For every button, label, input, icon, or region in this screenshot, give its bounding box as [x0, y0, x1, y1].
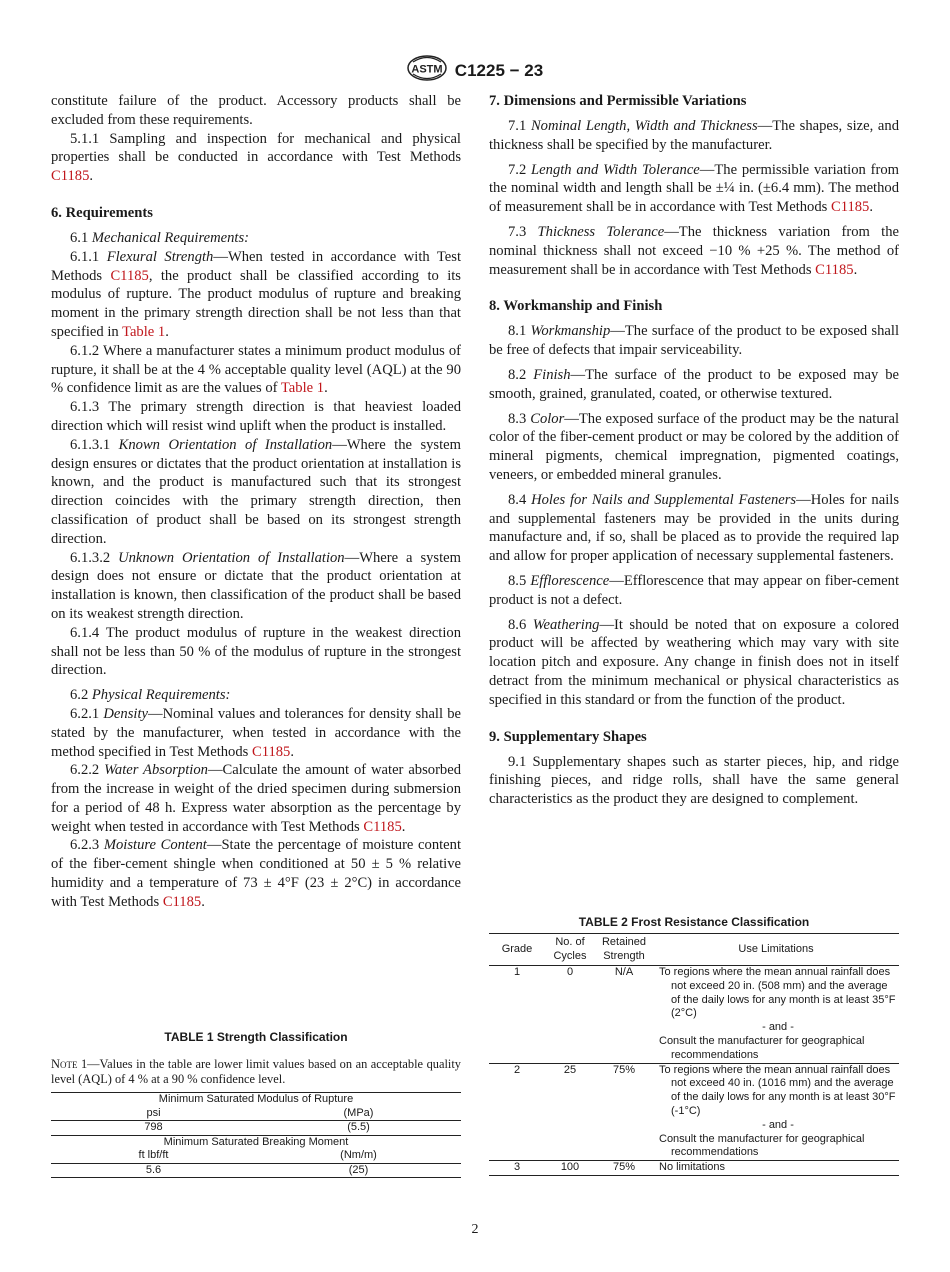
table-cell: No limitations — [653, 1161, 899, 1176]
paragraph-6-2-2: 6.2.2 Water Absorption—Calculate the amount of water absorbed from the increase in weight of the dried specimen during submersion for a period of 48 h. Express water absorption as the percentage by weight when tested in accordance with Test Methods C1185. — [51, 762, 461, 835]
paragraph-6-1-2: 6.1.2 Where a manufacturer states a minimum product modulus of rupture, it shall be at the 4 % acceptable quality level (AQL) at the 90 % confidence limit as are the values of Table 1. — [51, 342, 461, 397]
paragraph-6-1-3-1: 6.1.3.1 Known Orientation of Installation—Where the system design ensures or dictates that the product orientation at installation is known, and the product is manufactured such that its strongest direction coincides with the primary strength direction, then classification of product shall be based on its strongest strength direction. — [51, 436, 461, 547]
paragraph-8-5: 8.5 Efflorescence—Efflorescence that may appear on fiber-cement product is not a defect. — [489, 572, 899, 608]
table-header-retained: Retained Strength — [595, 934, 653, 966]
paragraph-7-1: 7.1 Nominal Length, Width and Thickness—The shapes, size, and thickness shall be specified by the manufacturer. — [489, 118, 899, 153]
link-c1185[interactable]: C1185 — [110, 267, 149, 284]
standard-designation: C1225 − 23 — [454, 60, 544, 80]
section-heading-7: 7. Dimensions and Permissible Variations — [489, 93, 747, 109]
table-cell: 5.6 — [51, 1163, 256, 1178]
table-1-title: TABLE 1 Strength Classification — [164, 1030, 348, 1044]
paragraph-8-2: 8.2 Finish—The surface of the product to be exposed may be smooth, grained, granulated, coated, or otherwise textured. — [489, 366, 900, 402]
paragraph-6-1-3-2: 6.1.3.2 Unknown Orientation of Installation—Where a system design does not ensure or dictate that the product orientation at installation is known, then classification of the product shall be based on its weakest strength direction. — [51, 549, 461, 622]
table-1-note: Note 1—Values in the table are lower limit values based on an acceptable quality level (AQL) of 4 % at a 90 % confidence level. — [51, 1057, 461, 1086]
paragraph-6-2: 6.2 Physical Requirements: — [70, 687, 231, 704]
link-c1185[interactable]: C1185 — [51, 168, 90, 185]
paragraph-5-1-1: 5.1.1 Sampling and inspection for mechanical and physical properties shall be conducted in accordance with Test Methods C1185. — [51, 130, 461, 185]
table-cell: 75% — [595, 1161, 653, 1176]
table-cell: 3 — [489, 1161, 545, 1176]
table-cell: To regions where the mean annual rainfall does not exceed 40 in. (1016 mm) and the average of the daily lows for any month is at least 30°F (-1°C) - and - Consult the manufacturer for geographical recommendations — [653, 1063, 899, 1161]
paragraph-continued: constitute failure of the product. Accessory products shall be excluded from these requirements. — [51, 93, 461, 128]
table-cell: 75% — [595, 1063, 653, 1161]
table-cell: Minimum Saturated Modulus of Rupture — [51, 1093, 461, 1107]
link-table-1[interactable]: Table 1 — [280, 380, 325, 397]
table-row — [489, 1063, 899, 1161]
paragraph-7-2: 7.2 Length and Width Tolerance—The permissible variation from the nominal width and length shall be ±¼ in. (±6.4 mm). The method of measurement shall be in accordance with Test Methods C1185. — [489, 161, 899, 216]
paragraph-6-2-1: 6.2.1 Density—Nominal values and tolerances for density shall be stated by the manufacturer, when tested in accordance with the method specified in Test Methods C1185. — [51, 705, 461, 760]
paragraph-6-1: 6.1 Mechanical Requirements: — [70, 229, 249, 246]
section-heading-8: 8. Workmanship and Finish — [489, 298, 663, 315]
table-cell: (25) — [256, 1163, 461, 1178]
table-cell: 25 — [545, 1063, 595, 1161]
table-cell: 100 — [545, 1161, 595, 1176]
paragraph-8-6: 8.6 Weathering—It should be noted that on exposure a colored product will be affected by weathering which may vary with site location pitch and exposure. Any change in finish does not in itself detract from the minimum mechanical or physical characteristics as specified in this standard or from the function of the product. — [489, 616, 899, 708]
table-row — [489, 1161, 899, 1176]
paragraph-6-2-3: 6.2.3 Moisture Content—State the percentage of moisture content of the fiber-cement shingle when conditioned at 50 ± 5 % relative humidity and a temperature of 73 ± 4°F (23 ± 2°C) in accordance with Test Methods C1185. — [51, 837, 461, 910]
paragraph-9-1: 9.1 Supplementary shapes such as starter pieces, hip, and ridge finishing pieces, and ridge rolls, shall have the same general characteristics as the product they are designed to complement. — [489, 753, 899, 808]
table-1 — [51, 1092, 461, 1178]
link-c1185[interactable]: C1185 — [162, 893, 202, 910]
table-cell: N/A — [595, 966, 653, 1064]
link-c1185[interactable]: C1185 — [830, 199, 870, 216]
link-c1185[interactable]: C1185 — [251, 743, 291, 760]
table-2-title: TABLE 2 Frost Resistance Classification — [578, 915, 810, 929]
page-header — [0, 55, 950, 86]
link-table-1[interactable]: Table 1 — [122, 323, 166, 340]
right-column — [489, 92, 899, 809]
table-cell: (5.5) — [256, 1121, 461, 1136]
section-heading-6: 6. Requirements — [51, 204, 153, 221]
link-c1185[interactable]: C1185 — [815, 261, 854, 278]
paragraph-7-3: 7.3 Thickness Tolerance—The thickness variation from the nominal thickness shall not exceed −10 % +25 %. The method of measurement shall be in accordance with Test Methods C1185. — [489, 223, 899, 278]
table-2 — [489, 933, 899, 1176]
table-cell: 798 — [51, 1121, 256, 1136]
link-c1185[interactable]: C1185 — [363, 818, 402, 835]
table-cell: (Nm/m) — [340, 1149, 377, 1161]
paragraph-8-3: 8.3 Color—The exposed surface of the product may be the natural color of the fiber-cement product or may be colored by the addition of mineral pigments, chemical impregnation, pigmented coatings, veneers, or embedded mineral granules. — [489, 410, 900, 483]
page-number: 2 — [471, 1222, 479, 1237]
table-header-cycles: No. of Cycles — [545, 934, 595, 966]
table-cell: 2 — [489, 1063, 545, 1161]
paragraph-6-1-4: 6.1.4 The product modulus of rupture in the weakest direction shall not be less than 50 % of the modulus of rupture in the strongest direction. — [51, 624, 461, 679]
section-heading-9: 9. Supplementary Shapes — [489, 728, 647, 745]
table-row — [489, 966, 899, 1064]
table-cell: 1 — [489, 966, 545, 1064]
paragraph-6-1-1: 6.1.1 Flexural Strength—When tested in accordance with Test Methods C1185, the product shall be classified according to its modulus of rupture. The product modulus of rupture and breaking moment in the primary strength direction shall be not less than that specified in Table 1. — [51, 248, 462, 340]
paragraph-6-1-3: 6.1.3 The primary strength direction is that heaviest loaded direction which will resist wind uplift when the product is installed. — [51, 399, 461, 434]
paragraph-8-1: 8.1 Workmanship—The surface of the product to be exposed shall be free of defects that impair serviceability. — [489, 323, 899, 359]
table-cell: 0 — [545, 966, 595, 1064]
svg-text:ASTM: ASTM — [411, 63, 443, 76]
table-cell: Minimum Saturated Breaking Moment — [51, 1135, 461, 1149]
table-header-use: Use Limitations — [653, 934, 899, 966]
table-header-grade: Grade — [489, 934, 545, 966]
paragraph-8-4: 8.4 Holes for Nails and Supplemental Fasteners—Holes for nails and supplemental fasteners may be provided in the units during manufacture and, if so, shall be placed as to provide the required lap and allow for proper application of necessary supplemental fasteners. — [489, 491, 899, 565]
table-cell: psi — [146, 1106, 161, 1119]
table-cell: ft lbf/ft — [138, 1149, 169, 1161]
table-cell: To regions where the mean annual rainfall does not exceed 20 in. (508 mm) and the average of the daily lows for any month is at least 35°F (2°C) - and - Consult the manufacturer for geographical recommendations — [653, 966, 899, 1064]
astm-logo-icon — [407, 55, 447, 86]
left-column — [51, 92, 461, 912]
table-cell: (MPa) — [343, 1106, 374, 1119]
